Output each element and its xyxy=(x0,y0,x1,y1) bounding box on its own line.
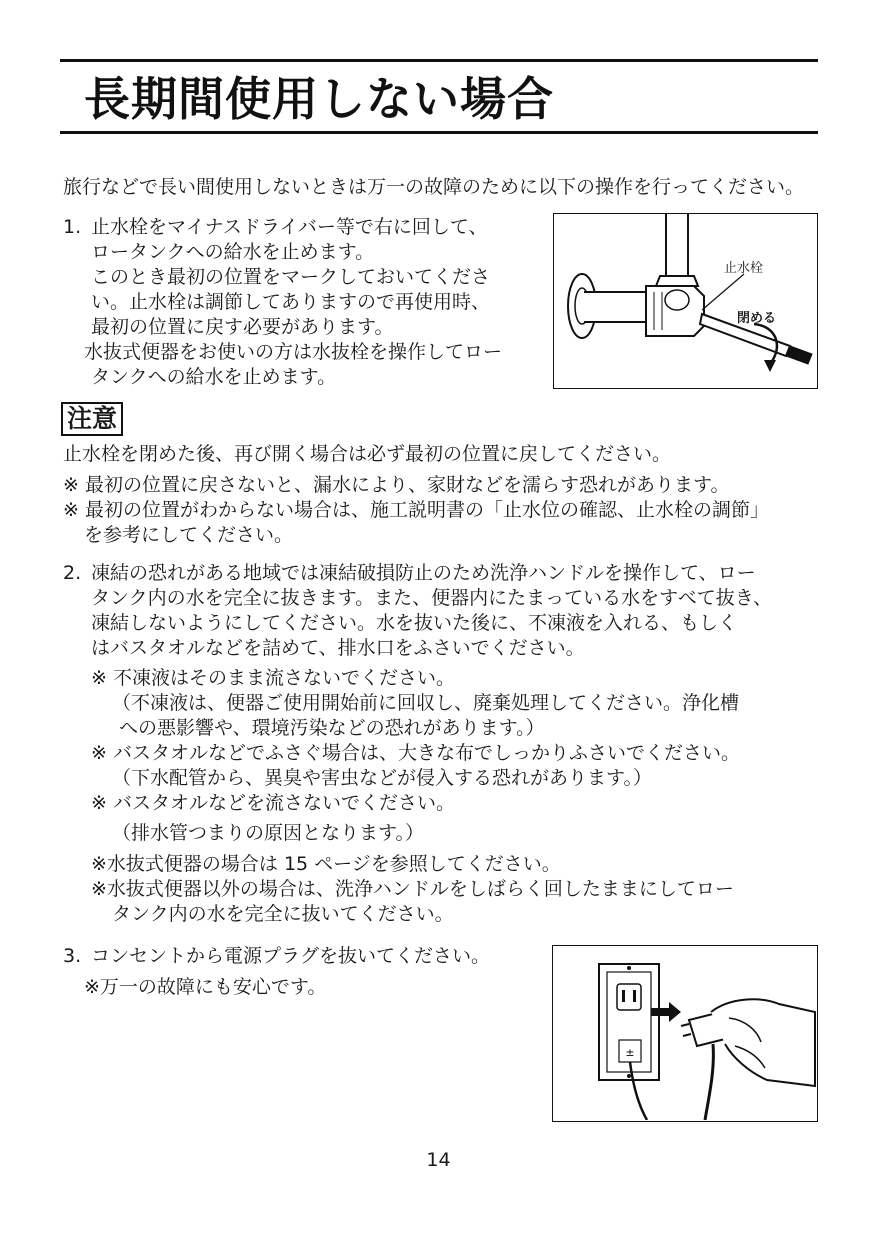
caution-heading: 注意 xyxy=(61,402,123,436)
step2-line: タンク内の水を完全に抜きます。また、便器内にたまっている水をすべて抜き、 xyxy=(91,587,772,609)
step2-note: ※ バスタオルなどを流さないでください。 xyxy=(91,792,455,814)
step1-note-line: タンクへの給水を止めます。 xyxy=(91,366,337,388)
step1-line: このとき最初の位置をマークしておいてくださ xyxy=(91,266,491,288)
step2-line: はバスタオルなどを詰めて、排水口をふさいでください。 xyxy=(91,637,585,659)
step1-line: ロータンクへの給水を止めます。 xyxy=(91,241,375,263)
step2-line: 凍結の恐れがある地域では凍結破損防止のため洗浄ハンドルを操作して、ロー xyxy=(91,562,756,584)
title-bottom-rule xyxy=(60,131,818,134)
page-number: 14 xyxy=(426,1149,451,1171)
step2-note: への悪影響や、環境汚染などの恐れがあります。） xyxy=(119,717,545,739)
page-title: 長期間使用しない場合 xyxy=(84,72,554,126)
step1-number: 1. xyxy=(63,216,82,238)
step1-line: 止水栓をマイナスドライバー等で右に回して、 xyxy=(91,216,488,238)
step2-note: ※ 不凍液はそのまま流さないでください。 xyxy=(91,667,455,689)
caution-main: 止水栓を閉めた後、再び開く場合は必ず最初の位置に戻してください。 xyxy=(63,443,672,465)
step2-note: （不凍液は、便器ご使用開始前に回収し、廃棄処理してください。浄化槽 xyxy=(112,692,740,714)
unplug-illustration xyxy=(553,946,816,1120)
caution-note: を参考にしてください。 xyxy=(84,524,294,546)
intro-text: 旅行などで長い間使用しないときは万一の故障のために以下の操作を行ってください。 xyxy=(63,176,805,198)
step2-note: ※ バスタオルなどでふさぐ場合は、大きな布でしっかりふさいでください。 xyxy=(91,742,740,764)
step3-note: ※万一の故障にも安心です。 xyxy=(84,976,327,998)
svg-text:±: ± xyxy=(625,1046,635,1059)
valve-label: 止水栓 xyxy=(724,261,764,276)
step2-number: 2. xyxy=(63,562,82,584)
title-top-rule xyxy=(60,59,818,62)
step1-note-line: 水抜式便器をお使いの方は水抜栓を操作してロー xyxy=(84,341,503,363)
valve-screwdriver-illustration xyxy=(554,214,816,387)
caution-note: ※ 最初の位置に戻さないと、漏水により、家財などを濡らす恐れがあります。 xyxy=(63,474,730,496)
step1-line: い。止水栓は調節してありますので再使用時、 xyxy=(91,291,491,313)
step2-note: （排水管つまりの原因となります。） xyxy=(112,822,424,844)
outlet-illustration xyxy=(552,945,818,1122)
step2-note: タンク内の水を完全に抜いてください。 xyxy=(112,903,454,925)
close-label: 閉める xyxy=(737,311,777,326)
step2-note: ※水抜式便器の場合は 15 ページを参照してください。 xyxy=(91,853,561,875)
step2-note: （下水配管から、異臭や害虫などが侵入する恐れがあります。） xyxy=(112,767,652,789)
step2-note: ※水抜式便器以外の場合は、洗浄ハンドルをしばらく回したままにしてロー xyxy=(91,878,734,900)
step2-line: 凍結しないようにしてください。水を抜いた後に、不凍液を入れる、もしく xyxy=(91,612,738,634)
caution-note: ※ 最初の位置がわからない場合は、施工説明書の「止水位の確認、止水栓の調節」 xyxy=(63,499,769,521)
valve-illustration xyxy=(553,213,818,389)
step1-line: 最初の位置に戻す必要があります。 xyxy=(91,316,394,338)
step3-line: コンセントから電源プラグを抜いてください。 xyxy=(91,945,491,967)
step3-number: 3. xyxy=(63,945,82,967)
